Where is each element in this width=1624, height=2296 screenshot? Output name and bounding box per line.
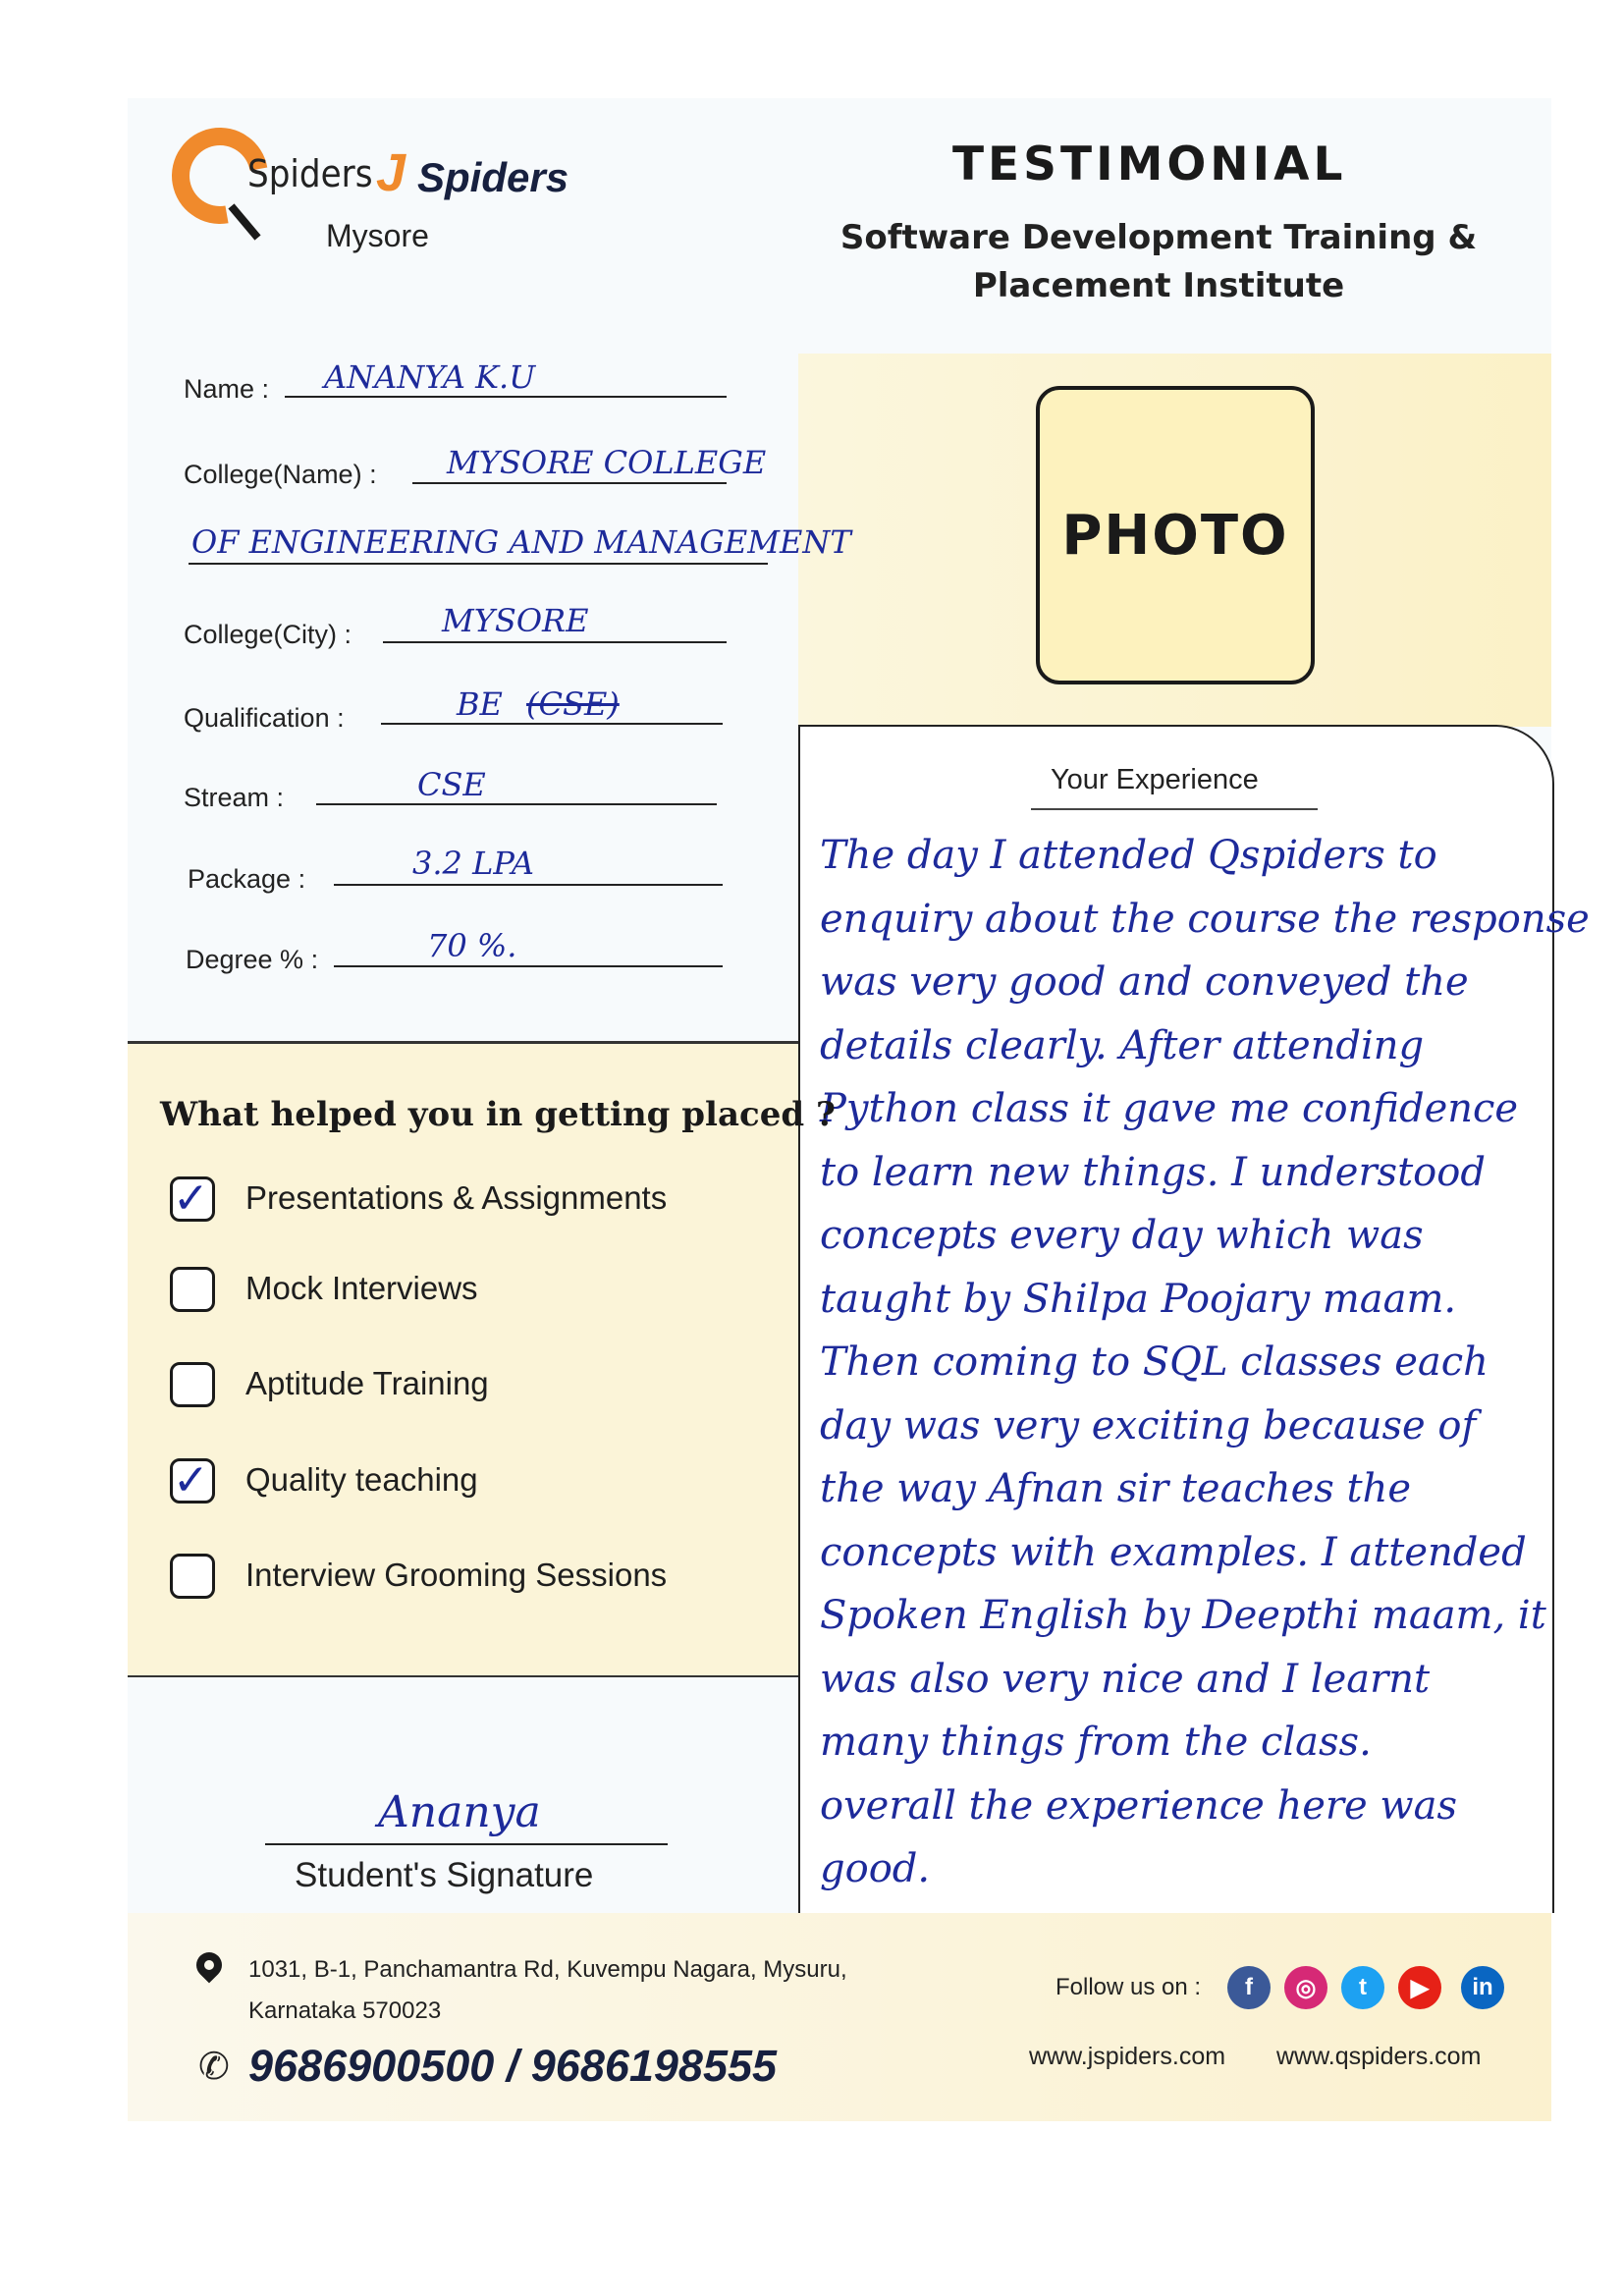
signature-label: Student's Signature xyxy=(295,1856,594,1894)
phone-numbers[interactable]: 9686900500 / 9686198555 xyxy=(248,2041,778,2091)
stream-label: Stream : xyxy=(184,783,285,812)
experience-line: good. xyxy=(820,1846,931,1891)
option-checkbox[interactable] xyxy=(170,1554,215,1599)
name-line xyxy=(285,396,727,398)
stream-value[interactable]: CSE xyxy=(417,766,486,803)
facebook-icon[interactable]: f xyxy=(1227,1966,1271,2009)
option-checkbox[interactable] xyxy=(170,1176,215,1222)
logo-j-letter: J xyxy=(376,143,406,202)
college-name-value-line-1[interactable]: MYSORE COLLEGE xyxy=(447,444,767,481)
option-label: Mock Interviews xyxy=(245,1270,478,1306)
college-name-line xyxy=(412,482,727,484)
page-title: TESTIMONIAL xyxy=(952,137,1347,191)
experience-line: details clearly. After attending xyxy=(820,1022,1425,1068)
experience-line: Then coming to SQL classes each xyxy=(820,1339,1489,1385)
college-city-line xyxy=(383,641,727,643)
package-label: Package : xyxy=(188,864,306,894)
twitter-icon[interactable]: t xyxy=(1341,1966,1384,2009)
photo-box[interactable] xyxy=(1036,386,1315,684)
option-label: Aptitude Training xyxy=(245,1365,489,1401)
instagram-icon[interactable]: ◎ xyxy=(1284,1966,1327,2009)
qualification-struck: (CSE) xyxy=(526,685,620,723)
experience-line: taught by Shilpa Poojary maam. xyxy=(820,1276,1457,1322)
option-checkbox[interactable] xyxy=(170,1267,215,1312)
qualification-degree: BE xyxy=(457,685,503,723)
experience-line: many things from the class. xyxy=(820,1720,1372,1765)
helped-question: What helped you in getting placed ? xyxy=(160,1095,836,1134)
logo-qspiders-text: Spiders xyxy=(247,152,373,195)
option-label: Presentations & Assignments xyxy=(245,1179,668,1216)
experience-line: Spoken English by Deepthi maam, it xyxy=(820,1593,1546,1638)
check-mark-icon: ✓ xyxy=(173,1455,209,1505)
youtube-icon[interactable]: ▶ xyxy=(1398,1966,1441,2009)
experience-line: overall the experience here was xyxy=(820,1782,1458,1829)
experience-title: Your Experience xyxy=(1051,764,1259,795)
name-value[interactable]: ANANYA K.U xyxy=(324,358,536,396)
student-signature: Ananya xyxy=(378,1787,541,1837)
college-city-value[interactable]: MYSORE xyxy=(442,602,589,639)
qualification-label: Qualification : xyxy=(184,703,345,733)
college-name-line-2 xyxy=(189,563,768,565)
logo-city: Mysore xyxy=(326,218,429,253)
experience-line: The day I attended Qspiders to xyxy=(820,833,1437,878)
college-name-label: College(Name) : xyxy=(184,460,377,489)
experience-line: the way Afnan sir teaches the xyxy=(820,1466,1412,1511)
option-label: Interview Grooming Sessions xyxy=(245,1557,668,1593)
photo-label: PHOTO xyxy=(1061,503,1289,568)
phone-icon: ✆ xyxy=(198,2045,230,2088)
experience-line: Python class it gave me confidence xyxy=(820,1086,1519,1131)
college-name-value-line-2[interactable]: OF ENGINEERING AND MANAGEMENT xyxy=(191,523,851,561)
degree-line xyxy=(334,965,723,967)
website-qspiders[interactable]: www.qspiders.com xyxy=(1276,2043,1482,2070)
degree-label: Degree % : xyxy=(186,945,319,974)
option-checkbox[interactable] xyxy=(170,1455,215,1505)
subtitle-line-1: Software Development Training & xyxy=(839,218,1478,257)
experience-line: to learn new things. I understood xyxy=(820,1149,1486,1195)
college-city-label: College(City) : xyxy=(184,620,352,649)
subtitle-line-2: Placement Institute xyxy=(972,266,1345,305)
logo-jspiders-text: Spiders xyxy=(417,154,569,200)
name-label: Name : xyxy=(184,374,270,404)
experience-line: concepts with examples. I attended xyxy=(820,1529,1527,1575)
page-subtitle xyxy=(815,214,1502,310)
option-label: Quality teaching xyxy=(245,1461,478,1498)
experience-line: day was very exciting because of xyxy=(820,1402,1477,1449)
experience-title-rule xyxy=(1031,808,1318,810)
experience-line: was also very nice and I learnt xyxy=(820,1656,1431,1702)
option-checkbox[interactable] xyxy=(170,1362,215,1407)
check-mark-icon: ✓ xyxy=(173,1174,209,1224)
address xyxy=(248,1949,847,2032)
linkedin-icon[interactable]: in xyxy=(1461,1966,1504,2009)
package-value[interactable]: 3.2 LPA xyxy=(412,845,535,882)
experience-line: concepts every day which was xyxy=(820,1213,1424,1258)
follow-label: Follow us on : xyxy=(1056,1974,1202,2000)
qualification-value[interactable] xyxy=(457,685,620,723)
address-line-1: 1031, B-1, Panchamantra Rd, Kuvempu Nagara, Mysuru, xyxy=(248,1956,847,1983)
website-jspiders[interactable]: www.jspiders.com xyxy=(1029,2043,1226,2070)
stream-line xyxy=(316,803,717,805)
qualification-line xyxy=(381,723,723,725)
address-line-2: Karnataka 570023 xyxy=(248,1997,442,2024)
degree-value[interactable]: 70 %. xyxy=(427,927,517,964)
package-line xyxy=(334,884,723,886)
signature-line xyxy=(265,1843,668,1845)
experience-line: enquiry about the course the response xyxy=(820,896,1590,942)
experience-line: was very good and conveyed the xyxy=(820,959,1469,1005)
